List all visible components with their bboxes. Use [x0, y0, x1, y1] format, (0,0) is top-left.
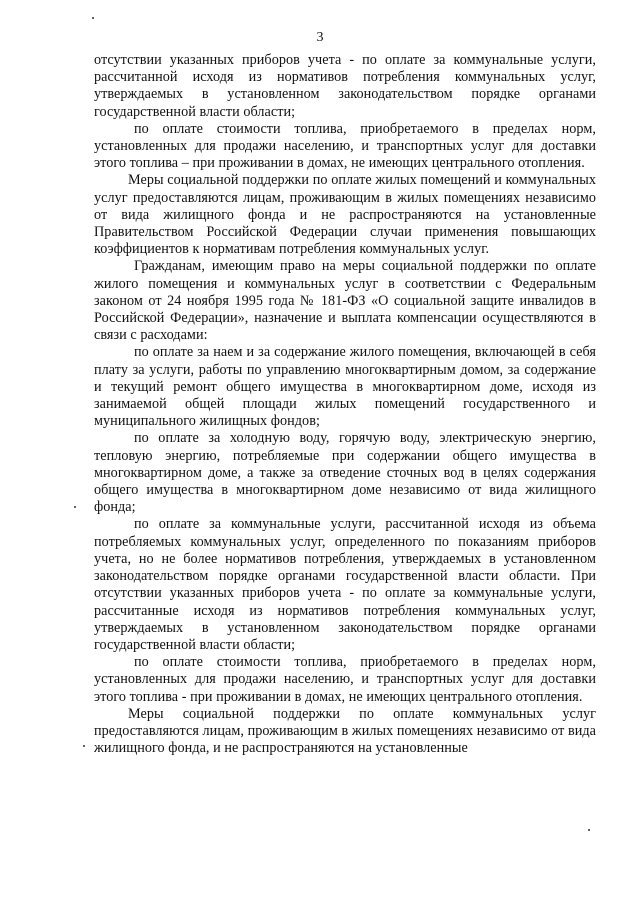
page-number: 3 — [316, 30, 324, 45]
scan-speck — [588, 829, 590, 831]
scan-speck — [92, 17, 94, 19]
paragraph: отсутствии указанных приборов учета - по оплате за коммунальные услуги, рассчитанной исходя из нормативов потребления коммунальных услуг, утверждаемых в установленном законодательством порядке органами государственной власти области; — [94, 52, 596, 120]
paragraph: Меры социальной поддержки по оплате жилых помещений и коммунальных услуг предоставляются лицам, проживающим в жилых помещениях независимо от вида жилищного фонда и не распространяются на установленные Правительством Российской Федерации случаи применения повышающих коэффициентов к нормативам потребления коммунальных услуг. — [94, 172, 596, 258]
paragraph: по оплате за коммунальные услуги, рассчитанной исходя из объема потребляемых коммунальных услуг, определенного по показаниям приборов учета, но не более нормативов потребления, утверждаемых в установленном законодательством порядке органами государственной власти области. При отсутствии указанных приборов учета - по оплате за коммунальные услуги, рассчитанные исходя из нормативов потребления коммунальных услуг, утверждаемых в установленном законодательством порядке органами государственной власти области; — [94, 516, 596, 653]
scan-speck — [74, 506, 76, 508]
paragraph: по оплате стоимости топлива, приобретаемого в пределах норм, установленных для продажи населению, и транспортных услуг для доставки этого топлива - при проживании в домах, не имеющих центрального отопления. — [94, 654, 596, 705]
paragraph: Гражданам, имеющим право на меры социальной поддержки по оплате жилого помещения и коммунальных услуг в соответствии с Федеральным законом от 24 ноября 1995 года № 181-ФЗ «О социальной защите инвалидов в Российской Федерации», назначение и выплата компенсации осуществляются в связи с расходами: — [94, 258, 596, 344]
paragraph: по оплате за холодную воду, горячую воду, электрическую энергию, тепловую энергию, потребляемые при содержании общего имущества в многоквартирном доме, а также за отведение сточных вод в целях содержания общего имущества в многоквартирном доме независимо от вида жилищного фонда; — [94, 430, 596, 516]
paragraph: Меры социальной поддержки по оплате коммунальных услуг предоставляются лицам, проживающим в жилых помещениях независимо от вида жилищного фонда, и не распространяются на установленные — [94, 705, 596, 757]
paragraph: по оплате стоимости топлива, приобретаемого в пределах норм, установленных для продажи населению, и транспортных услуг для доставки этого топлива – при проживании в домах, не имеющих центрального отопления. — [94, 120, 596, 172]
document-body — [94, 52, 596, 757]
scan-speck — [83, 745, 85, 747]
paragraph: по оплате за наем и за содержание жилого помещения, включающей в себя плату за услуги, работы по управлению многоквартирным домом, за содержание и текущий ремонт общего имущества в многоквартирном доме, исходя из занимаемой общей площади жилых помещений государственного и муниципального жилищных фондов; — [94, 344, 596, 430]
